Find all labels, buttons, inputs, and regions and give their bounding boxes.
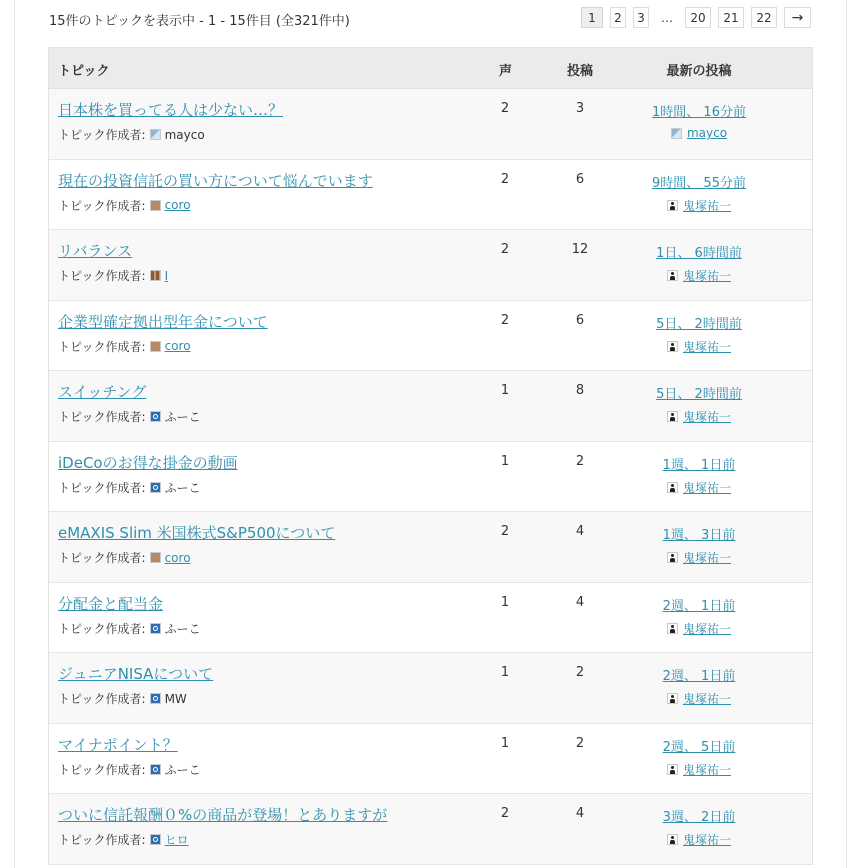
voice-count: 2 xyxy=(500,524,510,539)
author-name: ふーこ xyxy=(164,621,201,636)
post-count: 2 xyxy=(575,735,585,751)
author-name[interactable]: I xyxy=(164,268,169,283)
person-avatar-icon[interactable] xyxy=(667,411,678,422)
topic-title-link[interactable]: ついに信託報酬０%の商品が登場！とありますが xyxy=(58,806,388,824)
topic-count-summary: 15件のトピックを表示中 - 1 - 15件目 (全321件中) xyxy=(49,14,350,29)
last-poster xyxy=(629,620,769,637)
voice-count: 1 xyxy=(500,665,510,680)
topic-author xyxy=(58,690,187,707)
voice-count: 1 xyxy=(500,735,510,751)
topic-row xyxy=(49,371,812,442)
topic-author xyxy=(58,549,191,566)
topic-row xyxy=(49,89,812,160)
freshness-link[interactable]: 1時間、 16分前 xyxy=(652,105,746,120)
topic-row xyxy=(49,724,812,795)
voice-count: 2 xyxy=(500,312,510,328)
author-prefix-label: トピック作成者: xyxy=(58,339,146,354)
person-avatar-icon[interactable] xyxy=(667,341,678,352)
post-count: 2 xyxy=(575,665,585,680)
topic-row xyxy=(49,653,812,724)
voice-count: 1 xyxy=(500,453,510,469)
topic-author xyxy=(58,408,201,425)
header-latest-post: 最新の投稿 xyxy=(666,64,732,79)
topic-title-link[interactable]: 企業型確定拠出型年金について xyxy=(58,312,268,331)
topic-author xyxy=(58,761,201,778)
image-avatar-icon[interactable] xyxy=(671,128,682,139)
last-poster xyxy=(629,126,769,140)
freshness-link[interactable]: 2週、 1日前 xyxy=(662,598,736,614)
author-prefix-label: トピック作成者: xyxy=(58,198,146,213)
header-voices: 声 xyxy=(499,64,513,79)
author-name: mayco xyxy=(164,127,205,142)
author-name[interactable]: coro xyxy=(164,339,191,353)
post-count: 8 xyxy=(575,383,585,398)
topic-author xyxy=(58,620,201,637)
power-avatar-icon xyxy=(150,482,161,493)
topic-row xyxy=(49,230,812,301)
voice-count: 2 xyxy=(500,101,510,116)
topic-row xyxy=(49,160,812,231)
person-avatar-icon[interactable] xyxy=(667,552,678,563)
freshness-link[interactable]: 1日、 6時間前 xyxy=(656,246,742,261)
person-avatar-icon[interactable] xyxy=(667,623,678,634)
author-prefix-label: トピック作成者: xyxy=(58,762,146,777)
voice-count: 1 xyxy=(500,594,510,610)
post-count: 4 xyxy=(575,524,585,539)
topic-author xyxy=(58,479,201,496)
author-prefix-label: トピック作成者: xyxy=(58,692,146,706)
page-22-link[interactable]: 22 xyxy=(751,7,777,28)
topics-table-header xyxy=(49,48,812,89)
voice-count: 2 xyxy=(500,242,510,257)
topics-table xyxy=(48,47,813,865)
page-3-link[interactable]: 3 xyxy=(633,7,649,28)
post-count: 4 xyxy=(575,594,585,610)
author-name[interactable]: coro xyxy=(164,198,191,212)
freshness-link[interactable]: 5日、 2時間前 xyxy=(656,387,742,402)
page-1-current: 1 xyxy=(581,7,603,28)
topic-title-link[interactable]: iDeCoのお得な掛金の動画 xyxy=(58,453,238,472)
power-avatar-icon xyxy=(150,411,161,422)
last-poster-name[interactable]: 鬼塚祐一 xyxy=(682,692,731,706)
post-count: 4 xyxy=(575,806,585,821)
topic-author xyxy=(58,197,191,214)
page-21-link[interactable]: 21 xyxy=(718,7,744,28)
power-avatar-icon xyxy=(150,693,161,704)
last-poster xyxy=(629,549,769,566)
last-poster-name[interactable]: mayco xyxy=(686,126,728,140)
page-2-link[interactable]: 2 xyxy=(610,7,626,28)
author-name: MW xyxy=(164,691,187,706)
image-avatar-icon xyxy=(150,129,161,140)
author-name: ふーこ xyxy=(164,480,201,495)
voice-count: 2 xyxy=(500,806,510,821)
post-count: 6 xyxy=(575,171,585,187)
last-poster-name[interactable]: 鬼塚祐一 xyxy=(682,198,731,213)
topic-row xyxy=(49,583,812,654)
last-poster xyxy=(629,338,769,355)
last-poster xyxy=(629,479,769,496)
voice-count: 1 xyxy=(500,383,510,398)
header-posts: 投稿 xyxy=(566,64,593,79)
cat-avatar-icon[interactable] xyxy=(150,341,161,352)
topic-author xyxy=(58,831,189,848)
power-avatar-icon xyxy=(150,764,161,775)
topic-row xyxy=(49,301,812,372)
author-name[interactable]: ヒロ xyxy=(164,833,189,847)
freshness-link[interactable]: 9時間、 55分前 xyxy=(652,175,746,191)
last-poster-name[interactable]: 鬼塚祐一 xyxy=(682,621,731,636)
author-prefix-label: トピック作成者: xyxy=(58,410,146,424)
freshness-link[interactable]: 2週、 5日前 xyxy=(662,739,736,755)
block-avatar-icon[interactable] xyxy=(150,270,161,281)
topic-author xyxy=(58,126,205,143)
freshness-link[interactable]: 5日、 2時間前 xyxy=(656,316,742,332)
post-count: 6 xyxy=(575,312,585,328)
next-page-arrow-icon[interactable]: → xyxy=(784,7,811,28)
topic-author xyxy=(58,267,168,284)
last-poster-name[interactable]: 鬼塚祐一 xyxy=(682,269,731,283)
topic-title-link[interactable]: 現在の投資信託の買い方について悩んでいます xyxy=(58,171,373,190)
person-avatar-icon[interactable] xyxy=(667,270,678,281)
post-count: 3 xyxy=(575,101,585,116)
topic-title-link[interactable]: eMAXIS Slim 米国株式S&P500について xyxy=(58,524,336,542)
power-avatar-icon[interactable] xyxy=(150,834,161,845)
last-poster xyxy=(629,831,769,848)
cat-avatar-icon[interactable] xyxy=(150,552,161,563)
topic-title-link[interactable]: 日本株を買ってる人は少ない…？ xyxy=(58,101,284,119)
topic-row xyxy=(49,442,812,513)
last-poster-name[interactable]: 鬼塚祐一 xyxy=(682,339,731,354)
author-prefix-label: トピック作成者: xyxy=(58,551,146,565)
person-avatar-icon[interactable] xyxy=(667,764,678,775)
last-poster-name[interactable]: 鬼塚祐一 xyxy=(682,410,731,424)
post-count: 12 xyxy=(571,242,589,257)
author-name[interactable]: coro xyxy=(164,550,191,565)
person-avatar-icon[interactable] xyxy=(667,482,678,493)
last-poster xyxy=(629,408,769,425)
topic-title-link[interactable]: リバランス xyxy=(58,242,133,260)
person-avatar-icon[interactable] xyxy=(667,200,678,211)
header-topic: トピック xyxy=(58,64,110,79)
cat-avatar-icon[interactable] xyxy=(150,200,161,211)
author-prefix-label: トピック作成者: xyxy=(58,833,146,847)
last-poster-name[interactable]: 鬼塚祐一 xyxy=(682,480,731,495)
pagination-ellipsis: … xyxy=(661,10,673,25)
post-count: 2 xyxy=(575,453,585,469)
person-avatar-icon[interactable] xyxy=(667,693,678,704)
author-prefix-label: トピック作成者: xyxy=(58,621,146,636)
pagination xyxy=(581,7,811,28)
author-prefix-label: トピック作成者: xyxy=(58,269,146,283)
freshness-link[interactable]: 1週、 1日前 xyxy=(662,457,736,473)
last-poster xyxy=(629,690,769,707)
freshness-link[interactable]: 1週、 3日前 xyxy=(662,528,736,543)
last-poster xyxy=(629,197,769,214)
page-20-link[interactable]: 20 xyxy=(685,7,711,28)
topic-title-link[interactable]: スイッチング xyxy=(58,383,147,401)
freshness-link[interactable]: 2週、 1日前 xyxy=(662,669,736,684)
topic-title-link[interactable]: ジュニアNISAについて xyxy=(58,665,214,683)
person-avatar-icon[interactable] xyxy=(667,834,678,845)
last-poster-name[interactable]: 鬼塚祐一 xyxy=(682,833,731,847)
author-prefix-label: トピック作成者: xyxy=(58,128,146,142)
author-prefix-label: トピック作成者: xyxy=(58,480,146,495)
topic-row xyxy=(49,794,812,865)
freshness-link[interactable]: 3週、 2日前 xyxy=(662,810,736,825)
topic-title-link[interactable]: マイナポイント？ xyxy=(58,735,178,754)
last-poster xyxy=(629,761,769,778)
voice-count: 2 xyxy=(500,171,510,187)
topic-list-top-bar xyxy=(49,6,811,32)
last-poster xyxy=(629,267,769,284)
topic-author xyxy=(58,338,191,355)
last-poster-name[interactable]: 鬼塚祐一 xyxy=(682,551,731,565)
last-poster-name[interactable]: 鬼塚祐一 xyxy=(682,762,731,777)
author-name: ふーこ xyxy=(164,762,201,777)
author-name: ふーこ xyxy=(164,410,201,424)
topic-title-link[interactable]: 分配金と配当金 xyxy=(58,594,164,613)
topic-rows xyxy=(49,89,812,865)
topic-row xyxy=(49,512,812,583)
power-avatar-icon xyxy=(150,623,161,634)
